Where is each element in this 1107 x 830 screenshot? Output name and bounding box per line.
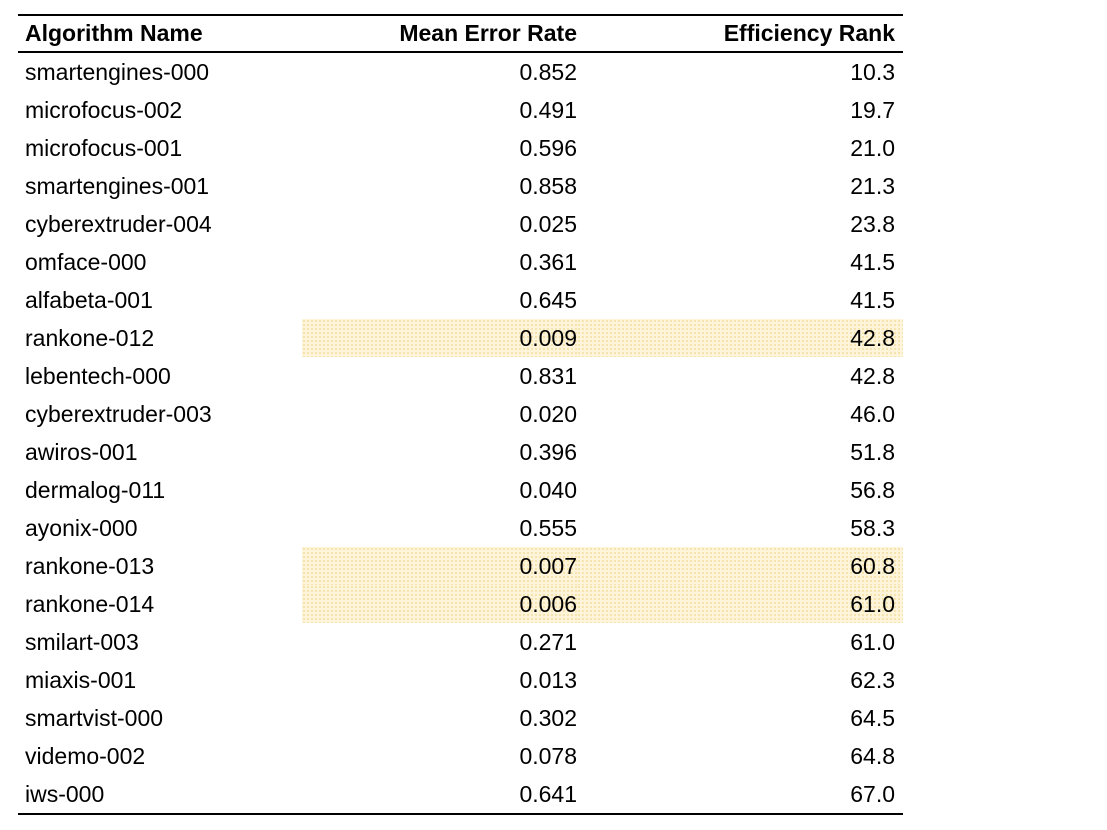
table-header xyxy=(18,15,903,52)
cell-efficiency-rank: 41.5 xyxy=(850,248,895,275)
cell-efficiency-rank: 64.5 xyxy=(850,704,895,731)
cell-efficiency-rank: 10.3 xyxy=(850,58,895,85)
cell-algorithm: smartengines-000 xyxy=(25,58,210,85)
cell-efficiency-rank: 61.0 xyxy=(850,628,895,655)
cell-mean-error-rate: 0.013 xyxy=(519,666,577,693)
cell-algorithm: cyberextruder-003 xyxy=(25,400,212,427)
cell-efficiency-rank: 51.8 xyxy=(850,438,895,465)
cell-mean-error-rate: 0.009 xyxy=(302,319,577,357)
table-row xyxy=(18,509,903,547)
cell-efficiency-rank: 41.5 xyxy=(850,286,895,313)
table-row xyxy=(18,585,903,623)
cell-algorithm: smartvist-000 xyxy=(25,704,164,731)
table-row xyxy=(18,433,903,471)
cell-mean-error-rate: 0.361 xyxy=(519,248,577,275)
cell-algorithm: ayonix-000 xyxy=(25,514,138,541)
cell-efficiency-rank: 46.0 xyxy=(850,400,895,427)
table-row xyxy=(18,623,903,661)
cell-mean-error-rate: 0.831 xyxy=(519,362,577,389)
cell-mean-error-rate: 0.271 xyxy=(519,628,577,655)
table-row xyxy=(18,699,903,737)
table-row xyxy=(18,129,903,167)
cell-efficiency-rank: 64.8 xyxy=(850,742,895,769)
cell-mean-error-rate: 0.006 xyxy=(302,585,577,623)
table-row xyxy=(18,243,903,281)
cell-mean-error-rate: 0.396 xyxy=(519,438,577,465)
table-row xyxy=(18,205,903,243)
col-header-efficiency-rank: Efficiency Rank xyxy=(577,15,903,52)
cell-efficiency-rank: 42.8 xyxy=(850,362,895,389)
table-row xyxy=(18,52,903,91)
cell-algorithm: rankone-013 xyxy=(25,552,155,579)
col-header-algorithm-name: Algorithm Name xyxy=(18,15,302,52)
table-row xyxy=(18,319,903,357)
cell-algorithm: rankone-014 xyxy=(25,590,155,617)
table-row xyxy=(18,91,903,129)
cell-mean-error-rate: 0.040 xyxy=(519,476,577,503)
cell-algorithm: smilart-003 xyxy=(25,628,139,655)
cell-efficiency-rank: 56.8 xyxy=(850,476,895,503)
algorithms-table xyxy=(18,14,903,815)
table-row xyxy=(18,547,903,585)
cell-mean-error-rate: 0.078 xyxy=(519,742,577,769)
table-row xyxy=(18,395,903,433)
cell-mean-error-rate: 0.491 xyxy=(519,96,577,123)
cell-algorithm: dermalog-011 xyxy=(25,476,166,503)
cell-algorithm: microfocus-001 xyxy=(25,134,183,161)
cell-algorithm: miaxis-001 xyxy=(25,666,137,693)
table-row xyxy=(18,737,903,775)
table-row xyxy=(18,471,903,509)
table-row xyxy=(18,661,903,699)
cell-mean-error-rate: 0.020 xyxy=(519,400,577,427)
table-row xyxy=(18,775,903,814)
cell-algorithm: omface-000 xyxy=(25,248,147,275)
cell-mean-error-rate: 0.645 xyxy=(519,286,577,313)
cell-efficiency-rank: 21.3 xyxy=(850,172,895,199)
cell-efficiency-rank: 62.3 xyxy=(850,666,895,693)
cell-mean-error-rate: 0.596 xyxy=(519,134,577,161)
cell-algorithm: awiros-001 xyxy=(25,438,138,465)
cell-algorithm: smartengines-001 xyxy=(25,172,210,199)
table-body xyxy=(18,52,903,814)
cell-mean-error-rate: 0.007 xyxy=(302,547,577,585)
table-row xyxy=(18,281,903,319)
header-row xyxy=(18,15,903,52)
cell-efficiency-rank: 21.0 xyxy=(850,134,895,161)
table-row xyxy=(18,167,903,205)
cell-algorithm: cyberextruder-004 xyxy=(25,210,212,237)
cell-mean-error-rate: 0.302 xyxy=(519,704,577,731)
cell-efficiency-rank: 19.7 xyxy=(850,96,895,123)
cell-efficiency-rank: 60.8 xyxy=(577,547,903,585)
cell-algorithm: microfocus-002 xyxy=(25,96,183,123)
cell-efficiency-rank: 58.3 xyxy=(850,514,895,541)
cell-mean-error-rate: 0.025 xyxy=(519,210,577,237)
cell-mean-error-rate: 0.555 xyxy=(519,514,577,541)
cell-efficiency-rank: 23.8 xyxy=(850,210,895,237)
table-row xyxy=(18,357,903,395)
col-header-mean-error-rate: Mean Error Rate xyxy=(302,15,577,52)
cell-algorithm: lebentech-000 xyxy=(25,362,171,389)
cell-efficiency-rank: 61.0 xyxy=(577,585,903,623)
cell-mean-error-rate: 0.858 xyxy=(519,172,577,199)
cell-algorithm: rankone-012 xyxy=(25,324,155,351)
cell-mean-error-rate: 0.852 xyxy=(519,58,577,85)
cell-mean-error-rate: 0.641 xyxy=(519,780,577,807)
cell-algorithm: iws-000 xyxy=(25,780,105,807)
cell-efficiency-rank: 42.8 xyxy=(577,319,903,357)
cell-algorithm: alfabeta-001 xyxy=(25,286,153,313)
cell-algorithm: videmo-002 xyxy=(25,742,146,769)
cell-efficiency-rank: 67.0 xyxy=(850,780,895,807)
